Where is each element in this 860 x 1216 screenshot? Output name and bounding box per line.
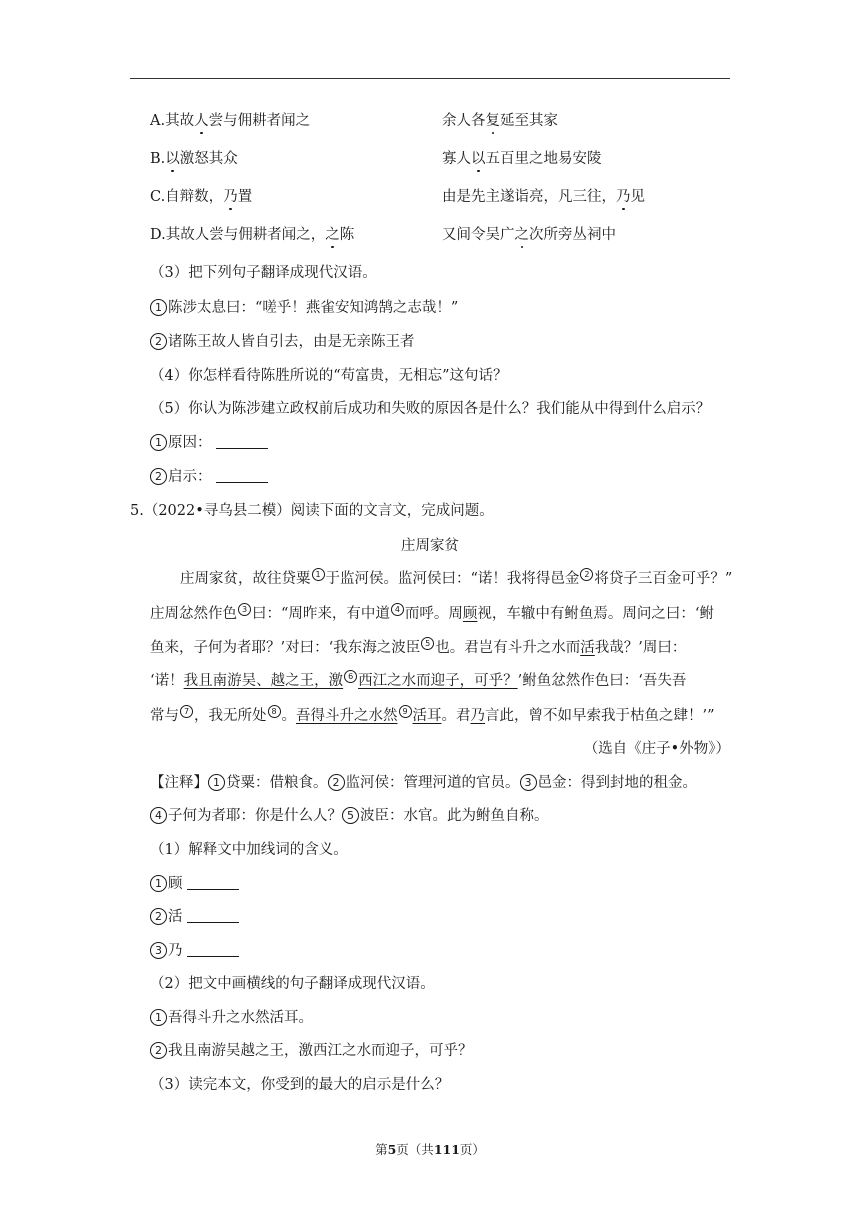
answer-blank[interactable]	[216, 434, 268, 449]
notes-line-2: 4 子何为者耶：你是什么人？ 5 波臣：水官。此为鲋鱼自称。	[150, 806, 549, 826]
answer-blank[interactable]	[216, 468, 268, 483]
answer-blank[interactable]	[187, 942, 239, 957]
passage-line-2: 庄周忿然作色 3 曰：“周昨来，有中道 4 而呼。周顾视，车辙中有鲋鱼焉。周问之曰：‘鲋	[150, 605, 715, 622]
q3-sentence-2: 2 诸陈王故人皆自引去，由是无亲陈王者	[150, 332, 415, 352]
sub1-word-3: 3 乃	[150, 941, 239, 961]
q5-prompt: （5）你认为陈涉建立政权前后成功和失败的原因各是什么？我们能从中得到什么启示？	[150, 401, 711, 417]
notes-line-1: 【注释】 1 贷粟：借粮食。 2 监河侯：管理河道的官员。 3 邑金：得到封地的租金。	[150, 775, 697, 791]
answer-blank[interactable]	[187, 908, 239, 923]
passage-title: 庄周家贫	[401, 538, 459, 554]
q5-answer-1: 1 原因：	[150, 433, 268, 453]
passage-line-1: 庄周家贫，故往贷粟 1 于监河侯。监河侯曰：“诺！我将得邑金 2 将贷子三百金可乎？”	[180, 570, 733, 587]
option-b: B.以激怒其众 寡人以五百里之地易安陵	[150, 151, 602, 167]
q3-prompt: （3）把下列句子翻译成现代汉语。	[150, 265, 377, 281]
passage-line-3: 鱼来，子何为者耶？’对曰：‘我东海之波臣 5 也。君岂有斗升之水而活我哉？’周曰：	[150, 639, 687, 656]
option-c: C.自辩数，乃置 由是先主遂诣亮，凡三往，乃见	[150, 189, 645, 205]
passage-source: （选自《庄子•外物》）	[583, 741, 730, 757]
q4-prompt: （4）你怎样看待陈胜所说的“苟富贵，无相忘”这句话？	[150, 368, 508, 384]
sub3-prompt: （3）读完本文，你受到的最大的启示是什么？	[150, 1077, 450, 1093]
circled-number: 2	[150, 333, 167, 350]
circled-number: 2	[150, 468, 167, 485]
passage-line-4: ‘诺！我且南游吴、越之王，激 6 西江之水而迎子，可乎？’鲋鱼忿然作色曰：‘吾失吾	[150, 672, 687, 689]
sub2-sentence-1: 1 吾得斗升之水然活耳。	[150, 1008, 313, 1028]
page-footer: 第5页（共111页）	[375, 1142, 485, 1157]
circled-number: 1	[150, 434, 167, 451]
q3-sentence-1: 1 陈涉太息曰：“嗟乎！燕雀安知鸿鹄之志哉！”	[150, 298, 458, 318]
option-a: A.其故人尝与佣耕者闻之 余人各复延至其家	[150, 113, 558, 129]
sub1-word-2: 2 活	[150, 907, 239, 927]
sub1-word-1: 1 顾	[150, 874, 239, 894]
passage-line-5: 常与 7 ，我无所处 8 。吾得斗升之水然 9 活耳。君乃言此，曾不如早索我于枯鱼之肆！’”	[150, 707, 715, 724]
problem-5-header: 5.（2022•寻乌县二模）阅读下面的文言文，完成问题。	[130, 503, 494, 519]
sub1-prompt: （1）解释文中加线词的含义。	[150, 842, 348, 858]
circled-number: 1	[150, 299, 167, 316]
q5-answer-2: 2 启示：	[150, 467, 268, 487]
header-rule	[130, 78, 730, 79]
sub2-sentence-2: 2 我且南游吴越之王，激西江之水而迎子，可乎？	[150, 1041, 473, 1061]
sub2-prompt: （2）把文中画横线的句子翻译成现代汉语。	[150, 976, 435, 992]
option-d: D.其故人尝与佣耕者闻之，之陈 又间令吴广之次所旁丛祠中	[150, 227, 616, 243]
answer-blank[interactable]	[187, 875, 239, 890]
